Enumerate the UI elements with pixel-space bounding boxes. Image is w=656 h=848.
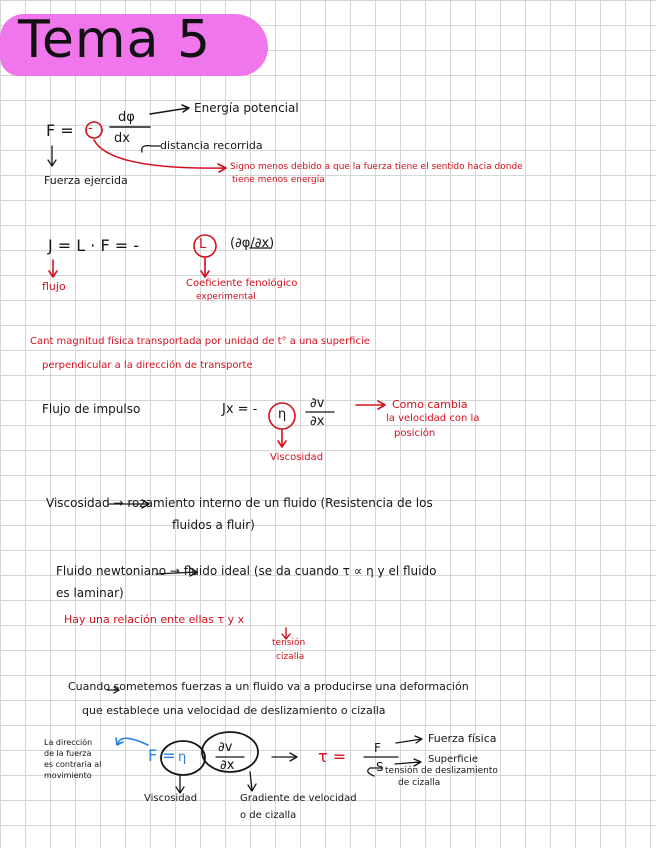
gradiente-line2: o de cizalla — [240, 810, 297, 821]
direccion-line1: La dirección — [44, 738, 93, 747]
tension-line2: cizalla — [276, 652, 305, 662]
force-eq-7: F = — [148, 746, 176, 765]
viscosidad-label-3: Viscosidad — [270, 452, 324, 463]
minus-sign: - — [88, 121, 93, 136]
coef-note-line2: experimental — [196, 292, 256, 302]
relacion-note: Hay una relación ente ellas τ y x — [64, 613, 245, 626]
signo-note-line2: tiene menos energía — [232, 175, 325, 185]
force-equation: F = — [46, 121, 74, 140]
distancia-recorrida-note: distancia recorrida — [160, 139, 263, 152]
page-title: Tema 5 — [18, 10, 212, 70]
dv-numerator: ∂v — [310, 396, 325, 411]
dx-denominator: dx — [114, 131, 130, 146]
como-cambia-line3: posición — [394, 428, 436, 439]
newtoniano-line1: Fluido newtoniano → fluido ideal (se da cuando τ ∝ η y el fluido — [56, 564, 437, 578]
flujo-label: flujo — [42, 280, 66, 293]
tension-line1: tensión — [272, 638, 306, 648]
dphi-numerator: dφ — [118, 110, 135, 125]
tension-desliz-line1: tensión de deslizamiento — [385, 766, 498, 776]
dx-denominator-3: ∂x — [310, 414, 325, 429]
cuando-line2: que establece una velocidad de deslizamiento o cizalla — [82, 704, 386, 717]
como-cambia-line1: Como cambia — [392, 398, 468, 411]
flux-definition-line2: perpendicular a la dirección de transporte — [42, 360, 253, 371]
tau-equation: τ = — [318, 747, 347, 766]
como-cambia-line2: la velocidad con la — [386, 413, 480, 424]
direccion-line4: movimiento — [44, 771, 92, 780]
energia-potencial-note: Energía potencial — [194, 101, 299, 115]
fuerza-fisica-label: Fuerza física — [428, 732, 497, 745]
tension-desliz-line2: de cizalla — [398, 778, 441, 788]
superficie-label: Superficie — [428, 754, 479, 765]
newtoniano-line2: es laminar) — [56, 586, 124, 600]
coefficient-L: L — [199, 237, 207, 252]
S-denominator: S — [376, 760, 384, 774]
dx-denominator-7: ∂x — [220, 758, 235, 773]
gradiente-line1: Gradiente de velocidad — [240, 793, 357, 804]
flujo-impulso-label: Flujo de impulso — [42, 402, 141, 416]
eta-symbol-7: η — [178, 750, 187, 765]
cuando-line1: Cuando sometemos fuerzas a un fluido va a producirse una deformación — [68, 680, 469, 693]
F-numerator: F — [374, 741, 381, 755]
signo-note-line1: Signo menos debido a que la fuerza tiene el sentido hacia donde — [230, 162, 523, 172]
direccion-line3: es contraria al — [44, 760, 102, 769]
direccion-line2: de la fuerza — [44, 749, 92, 758]
viscosidad-label-7: Viscosidad — [144, 793, 198, 804]
viscosidad-definition-line1: Viscosidad → rozamiento interno de un fluido (Resistencia de los — [46, 496, 433, 510]
coef-note-line1: Coeficiente fenológico — [186, 278, 298, 289]
flux-definition-line1: Cant magnitud física transportada por unidad de t° a una superficie — [30, 336, 370, 347]
fuerza-ejercida-note: Fuerza ejercida — [44, 174, 128, 187]
eta-symbol: η — [278, 407, 287, 422]
flux-equation: J = L · F = - — [48, 236, 140, 255]
viscosidad-definition-line2: fluidos a fluir) — [172, 518, 255, 532]
jx-equation: Jx = - — [222, 402, 258, 417]
dv-numerator-7: ∂v — [218, 740, 233, 755]
gradient-fraction: (∂φ/∂x) — [230, 236, 275, 251]
